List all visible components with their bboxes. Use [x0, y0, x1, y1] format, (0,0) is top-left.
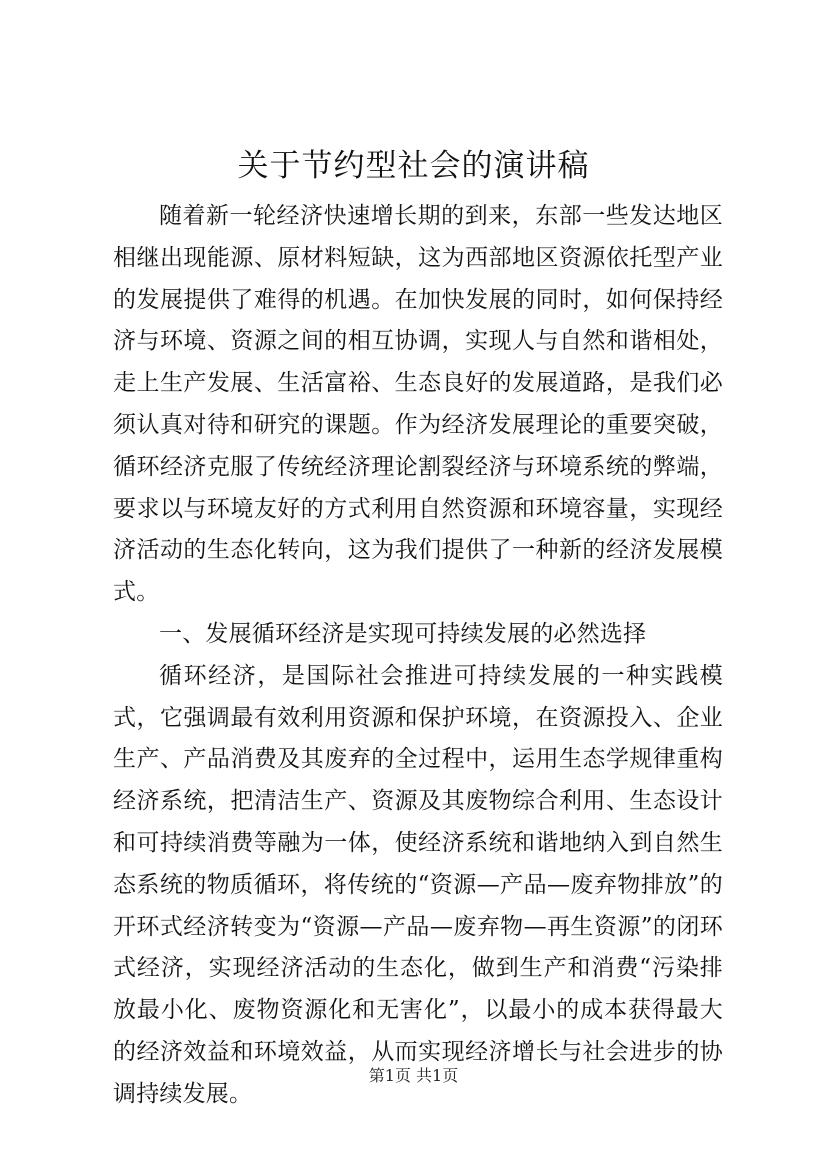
page-number-label: 第1页 共1页	[368, 1066, 459, 1085]
page-footer	[0, 1065, 827, 1087]
section-heading-1: 一、发展循环经济是实现可持续发展的必然选择	[159, 620, 647, 647]
document-title: 关于节约型社会的演讲稿	[237, 148, 590, 184]
document-body	[113, 196, 723, 1116]
paragraph-intro: 随着新一轮经济快速增长期的到来，东部一些发达地区相继出现能源、原材料短缺，这为西部地区资源依托型产业的发展提供了难得的机遇。在加快发展的同时，如何保持经济与环境、资源之间的相互协调，实现人与自然和谐相处，走上生产发展、生活富裕、生态良好的发展道路，是我们必须认真对待和研究的课题。作为经济发展理论的重要突破，循环经济克服了传统经济理论割裂经济与环境系统的弊端，要求以与环境友好的方式利用自然资源和环境容量，实现经济活动的生态化转向，这为我们提供了一种新的经济发展模式。	[113, 203, 723, 606]
paragraph-circular-economy: 循环经济，是国际社会推进可持续发展的一种实践模式，它强调最有效利用资源和保护环境，在资源投入、企业生产、产品消费及其废弃的全过程中，运用生态学规律重构经济系统，把清洁生产、资源及其废物综合利用、生态设计和可持续消费等融为一体，使经济系统和谐地纳入到自然生态系统的物质循环，将传统的“资源—产品—废弃物排放”的开环式经济转变为“资源—产品—废弃物—再生资源”的闭环式经济，实现经济活动的生态化，做到生产和消费“污染排放最小化、废物资源化和无害化”，以最小的成本获得最大的经济效益和环境效益，从而实现经济增长与社会进步的协调持续发展。	[113, 662, 723, 1107]
